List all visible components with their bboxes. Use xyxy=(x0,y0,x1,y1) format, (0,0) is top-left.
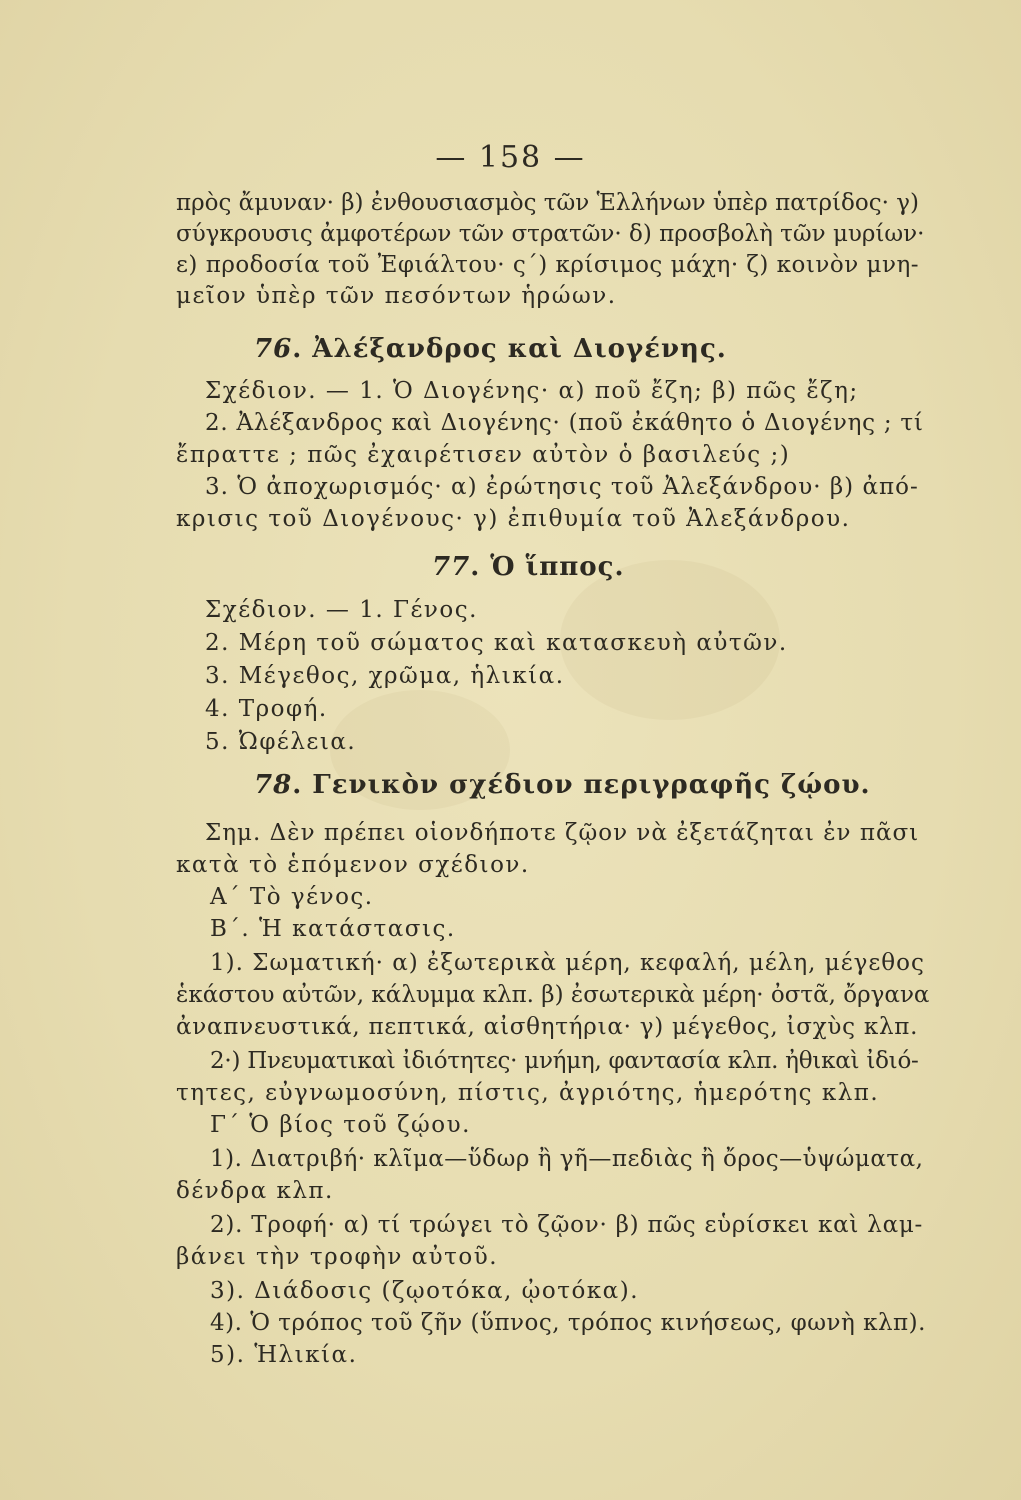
text-line: 4). Ὁ τρόπος τοῦ ζῆν (ὕπνος, τρόπος κινήσεως, φωνὴ κλπ). xyxy=(210,1310,926,1336)
text-line: 1). Σωματική· α) ἐξωτερικὰ μέρη, κεφαλή, μέλη, μέγεθος xyxy=(210,950,925,976)
text-line: 3). Διάδοσις (ζῳοτόκα, ᾠοτόκα). xyxy=(210,1278,639,1304)
text-line: κρισις τοῦ Διογένους· γ) ἐπιθυμία τοῦ Ἀλεξάνδρου. xyxy=(176,506,851,532)
section-number: 78 xyxy=(254,770,293,800)
text-line: βάνει τὴν τροφὴν αὐτοῦ. xyxy=(176,1244,498,1270)
section-heading-77 xyxy=(432,552,625,582)
section-number: 76 xyxy=(254,334,293,364)
section-number: 77 xyxy=(432,552,471,582)
section-heading-76 xyxy=(254,334,727,364)
text-line: μεῖον ὑπὲρ τῶν πεσόντων ἡρώων. xyxy=(176,283,617,309)
text-line: δένδρα κλπ. xyxy=(176,1178,334,1204)
text-line: κατὰ τὸ ἑπόμενον σχέδιον. xyxy=(176,852,530,878)
text-line: 2. Ἀλέξανδρος καὶ Διογένης· (ποῦ ἐκάθητο ὁ Διογένης ; τί xyxy=(205,410,924,436)
text-line: πρὸς ἄμυναν· β) ἐνθουσιασμὸς τῶν Ἑλλήνων ὑπὲρ πατρίδος· γ) xyxy=(176,190,919,216)
text-line: 2). Τροφή· α) τί τρώγει τὸ ζῷον· β) πῶς εὑρίσκει καὶ λαμ- xyxy=(210,1212,924,1238)
text-line: 4. Τροφή. xyxy=(205,696,328,722)
text-line: 3. Μέγεθος, χρῶμα, ἡλικία. xyxy=(205,663,565,689)
text-line: τητες, εὐγνωμοσύνη, πίστις, ἀγριότης, ἡμερότης κλπ. xyxy=(176,1080,880,1106)
section-title: . Γενικὸν σχέδιον περιγραφῆς ζῴου. xyxy=(292,770,871,800)
section-heading-78 xyxy=(254,770,871,800)
text-line: Σχέδιον. — 1. Ὁ Διογένης· α) ποῦ ἔζη; β) πῶς ἔζη; xyxy=(205,378,859,404)
text-line: Γ΄ Ὁ βίος τοῦ ζῴου. xyxy=(210,1112,471,1138)
text-line: Β΄. Ἡ κατάστασις. xyxy=(210,916,456,942)
text-line: ἀναπνευστικά, πεπτικά, αἰσθητήρια· γ) μέγεθος, ἰσχὺς κλπ. xyxy=(176,1014,919,1040)
text-line: Α΄ Τὸ γένος. xyxy=(210,884,374,910)
text-line: Σημ. Δὲν πρέπει οἱονδήποτε ζῷον νὰ ἐξετάζηται ἐν πᾶσι xyxy=(205,820,920,846)
section-title: . Ἀλέξανδρος καὶ Διογένης. xyxy=(292,334,727,364)
text-line: 1). Διατριβή· κλῖμα—ὕδωρ ἢ γῆ—πεδιὰς ἢ ὄρος—ὑψώματα, xyxy=(210,1146,924,1172)
text-line: σύγκρουσις ἀμφοτέρων τῶν στρατῶν· δ) προσβολὴ τῶν μυρίων· xyxy=(176,221,925,247)
section-title: . Ὁ ἵππος. xyxy=(470,552,625,582)
text-line: 5. Ὠφέλεια. xyxy=(205,729,357,755)
text-line: ε) προδοσία τοῦ Ἐφιάλτου· ς΄) κρίσιμος μάχη· ζ) κοινὸν μνη- xyxy=(176,252,920,278)
text-line: 5). Ἡλικία. xyxy=(210,1342,358,1368)
text-line: 3. Ὁ ἀποχωρισμός· α) ἐρώτησις τοῦ Ἀλεξάνδρου· β) ἀπό- xyxy=(205,474,919,500)
page-number: — 158 — xyxy=(435,140,586,175)
text-line: ἑκάστου αὐτῶν, κάλυμμα κλπ. β) ἐσωτερικὰ μέρη· ὀστᾶ, ὄργανα xyxy=(176,982,930,1008)
text-line: 2·) Πνευματικαὶ ἰδιότητες· μνήμη, φαντασία κλπ. ἠθικαὶ ἰδιό- xyxy=(210,1048,919,1074)
text-line: 2. Μέρη τοῦ σώματος καὶ κατασκευὴ αὐτῶν. xyxy=(205,630,788,656)
text-line: Σχέδιον. — 1. Γένος. xyxy=(205,597,478,623)
text-line: ἔπραττε ; πῶς ἐχαιρέτισεν αὐτὸν ὁ βασιλεύς ;) xyxy=(176,442,791,468)
